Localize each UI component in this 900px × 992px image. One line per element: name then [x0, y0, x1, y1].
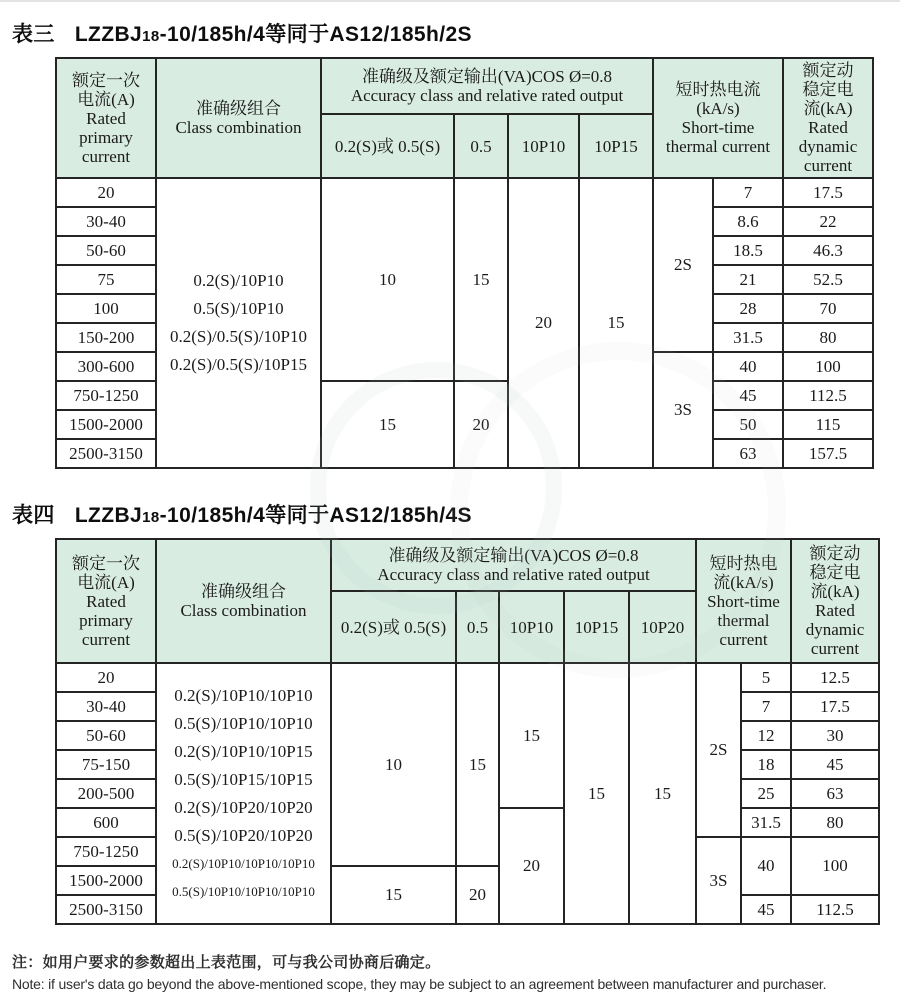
data-cell: 15: [629, 663, 696, 924]
header-cell: [696, 539, 791, 663]
cell-line: 准确级组合: [201, 582, 286, 601]
cell-line: Class combination: [175, 118, 302, 137]
data-cell: 8.6: [713, 207, 783, 236]
data-cell: 40: [741, 837, 791, 895]
data-cell: 2500-3150: [56, 439, 156, 468]
cell-line: 0.2(S)/0.5(S)/10P10: [170, 327, 307, 346]
data-cell: 100: [791, 837, 879, 895]
data-cell: 15: [321, 381, 454, 468]
data-cell: 45: [741, 895, 791, 924]
data-cell: 300-600: [56, 352, 156, 381]
data-cell: 80: [791, 808, 879, 837]
cell-line: 稳定电: [802, 80, 854, 99]
data-cell: 40: [713, 352, 783, 381]
cell-line: current: [810, 639, 860, 658]
cell-line: primary: [79, 610, 133, 630]
header-row: [56, 58, 873, 114]
cell-line: 电流(A): [77, 89, 135, 109]
cell-line: dynamic: [798, 137, 858, 156]
table3-caption-model: LZZBJ18-10/185h/4等同于AS12/185h/2S: [74, 23, 472, 46]
data-cell: 18.5: [713, 236, 783, 265]
cell-line: 0.5(S)/10P10/10P10/10P10: [172, 883, 315, 899]
data-cell: 30-40: [56, 207, 156, 236]
cell-line: primary: [79, 127, 133, 147]
data-cell: 2500-3150: [56, 895, 156, 924]
data-cell: 45: [713, 381, 783, 410]
spec-table-4: [55, 538, 880, 925]
data-cell: 31.5: [713, 323, 783, 352]
header-cell: 10P15: [579, 114, 653, 178]
cell-line: Accuracy class and relative rated output: [350, 86, 624, 106]
cell-line: 0.2(S)/10P10/10P10: [174, 685, 313, 705]
data-cell: 17.5: [791, 692, 879, 721]
data-cell: 112.5: [791, 895, 879, 924]
data-cell: 18: [741, 750, 791, 779]
data-cell: 80: [783, 323, 873, 352]
cell-line: current: [719, 629, 768, 649]
cell-line: 0.5(S)/10P20/10P20: [174, 825, 313, 845]
header-cell: 10P15: [564, 591, 629, 663]
data-cell: 600: [56, 808, 156, 837]
data-cell: 7: [741, 692, 791, 721]
table-row: [56, 663, 879, 692]
header-row: [56, 539, 879, 591]
data-cell: 10: [331, 663, 456, 866]
data-cell: 50: [713, 410, 783, 439]
cell-line: Short-time: [681, 118, 755, 137]
cell-line: 0.2(S)/10P10: [193, 271, 284, 290]
data-cell: 75-150: [56, 750, 156, 779]
header-cell: [156, 539, 331, 663]
table4-header: [56, 539, 879, 663]
footnote: [12, 951, 900, 992]
header-cell: [56, 58, 156, 178]
model-subscript: 18: [142, 28, 160, 45]
data-cell: 112.5: [783, 381, 873, 410]
cell-line: Rated: [808, 118, 848, 137]
model-subscript: 18: [142, 509, 160, 526]
data-cell: 45: [791, 750, 879, 779]
cell-line: Rated: [815, 601, 855, 620]
cell-line: dynamic: [805, 620, 865, 639]
data-cell: 30-40: [56, 692, 156, 721]
cell-line: thermal current: [665, 137, 771, 156]
spec-table-3: [55, 57, 874, 469]
table4-body: [56, 663, 879, 924]
cell-line: 0.2(S)/0.5(S)/10P15: [170, 355, 307, 374]
data-cell: 21: [713, 265, 783, 294]
data-cell: 20: [508, 178, 579, 468]
data-cell: 5: [741, 663, 791, 692]
data-cell: 20: [454, 381, 508, 468]
header-cell: 10P10: [508, 114, 579, 178]
cell-line: 0.5(S)/10P10: [193, 299, 284, 318]
header-cell: [783, 58, 873, 178]
cell-line: Rated: [86, 591, 126, 611]
cell-line: 准确级及额定输出(VA)COS Ø=0.8: [388, 546, 639, 565]
data-cell: 30: [791, 721, 879, 750]
cell-line: 0.2(S)/10P10/10P15: [174, 741, 313, 761]
data-cell: 70: [783, 294, 873, 323]
data-cell: 12.5: [791, 663, 879, 692]
data-cell: 25: [741, 779, 791, 808]
table3-caption: [0, 2, 900, 48]
header-cell: [331, 539, 696, 591]
data-cell: 20: [456, 866, 499, 924]
cell-line: Class combination: [180, 601, 307, 620]
data-cell: 157.5: [783, 439, 873, 468]
data-cell: 1500-2000: [56, 866, 156, 895]
data-cell: 100: [56, 294, 156, 323]
cell-line: 准确级及额定输出(VA)COS Ø=0.8: [361, 67, 613, 87]
data-cell: 15: [331, 866, 456, 924]
cell-line: thermal: [717, 610, 770, 630]
table3-header: [56, 58, 873, 178]
cell-line: 电流(A): [77, 572, 135, 592]
cell-line: 短时热电: [709, 553, 778, 573]
header-cell: 0.2(S)或 0.5(S): [331, 591, 456, 663]
cell-line: Short-time: [707, 591, 780, 611]
cell-line: 额定动: [809, 544, 861, 563]
cell-line: 流(kA): [810, 582, 860, 601]
data-cell: 63: [713, 439, 783, 468]
cell-line: Accuracy class and relative rated output: [377, 565, 650, 584]
header-cell: 10P20: [629, 591, 696, 663]
footnote-zh: 注：如用户要求的参数超出上表范围，可与我公司协商后确定。: [12, 954, 441, 971]
cell-line: current: [81, 146, 131, 166]
cell-line: 短时热电流: [675, 80, 761, 99]
cell-line: current: [803, 156, 853, 175]
table4-caption-model: LZZBJ18-10/185h/4等同于AS12/185h/4S: [74, 504, 472, 527]
cell-line: 0.2(S)/10P20/10P20: [174, 797, 313, 817]
header-cell: [56, 539, 156, 663]
cell-line: Rated: [86, 108, 126, 128]
cell-line: 流(kA/s): [713, 572, 774, 592]
data-cell: 15: [564, 663, 629, 924]
cell-line: 0.5(S)/10P15/10P15: [174, 769, 313, 789]
data-cell: 15: [579, 178, 653, 468]
header-cell: 0.5: [456, 591, 499, 663]
data-cell: 28: [713, 294, 783, 323]
header-cell: [653, 58, 783, 178]
cell-line: 准确级组合: [196, 99, 281, 118]
data-cell: 75: [56, 265, 156, 294]
data-cell: 115: [783, 410, 873, 439]
data-cell: 31.5: [741, 808, 791, 837]
cell-line: 0.2(S)/10P10/10P10/10P10: [172, 855, 315, 871]
data-cell: 20: [56, 663, 156, 692]
data-cell: 52.5: [783, 265, 873, 294]
table-row: [56, 178, 873, 207]
data-cell: 150-200: [56, 323, 156, 352]
data-cell: 750-1250: [56, 381, 156, 410]
header-cell: [791, 539, 879, 663]
data-cell: 20: [499, 808, 564, 924]
data-cell: 15: [499, 663, 564, 808]
data-cell: 12: [741, 721, 791, 750]
data-cell: 50-60: [56, 236, 156, 265]
cell-line: 稳定电: [809, 563, 861, 582]
data-cell: 750-1250: [56, 837, 156, 866]
data-cell: 63: [791, 779, 879, 808]
data-cell: [156, 178, 321, 468]
data-cell: 20: [56, 178, 156, 207]
data-cell: 200-500: [56, 779, 156, 808]
cell-line: 0.5(S)/10P10/10P10: [174, 713, 313, 733]
footnote-en: Note: if user's data go beyond the above-mentioned scope, they may be subject to an agreement between manufacturer and purchaser.: [12, 976, 827, 992]
data-cell: 50-60: [56, 721, 156, 750]
data-cell: 3S: [653, 352, 713, 468]
table4-caption: [0, 499, 900, 529]
cell-line: (kA/s): [696, 99, 740, 118]
cell-line: 额定一次: [72, 553, 140, 573]
cell-line: 流(kA): [803, 99, 853, 118]
data-cell: 22: [783, 207, 873, 236]
data-cell: 46.3: [783, 236, 873, 265]
table3-caption-label: 表三: [12, 23, 55, 46]
header-cell: [156, 58, 321, 178]
cell-line: 额定一次: [72, 70, 140, 90]
data-cell: 2S: [653, 178, 713, 352]
cell-line: 额定动: [802, 61, 854, 80]
header-cell: [321, 58, 653, 114]
data-cell: 15: [454, 178, 508, 381]
data-cell: 17.5: [783, 178, 873, 207]
data-cell: [156, 663, 331, 924]
data-cell: 3S: [696, 837, 741, 924]
data-cell: 100: [783, 352, 873, 381]
data-cell: 7: [713, 178, 783, 207]
header-cell: 10P10: [499, 591, 564, 663]
header-cell: 0.2(S)或 0.5(S): [321, 114, 454, 178]
header-cell: 0.5: [454, 114, 508, 178]
table4-caption-label: 表四: [12, 504, 55, 527]
cell-line: current: [81, 629, 131, 649]
data-cell: 2S: [696, 663, 741, 837]
data-cell: 15: [456, 663, 499, 866]
data-cell: 1500-2000: [56, 410, 156, 439]
data-cell: 10: [321, 178, 454, 381]
table3-body: [56, 178, 873, 468]
